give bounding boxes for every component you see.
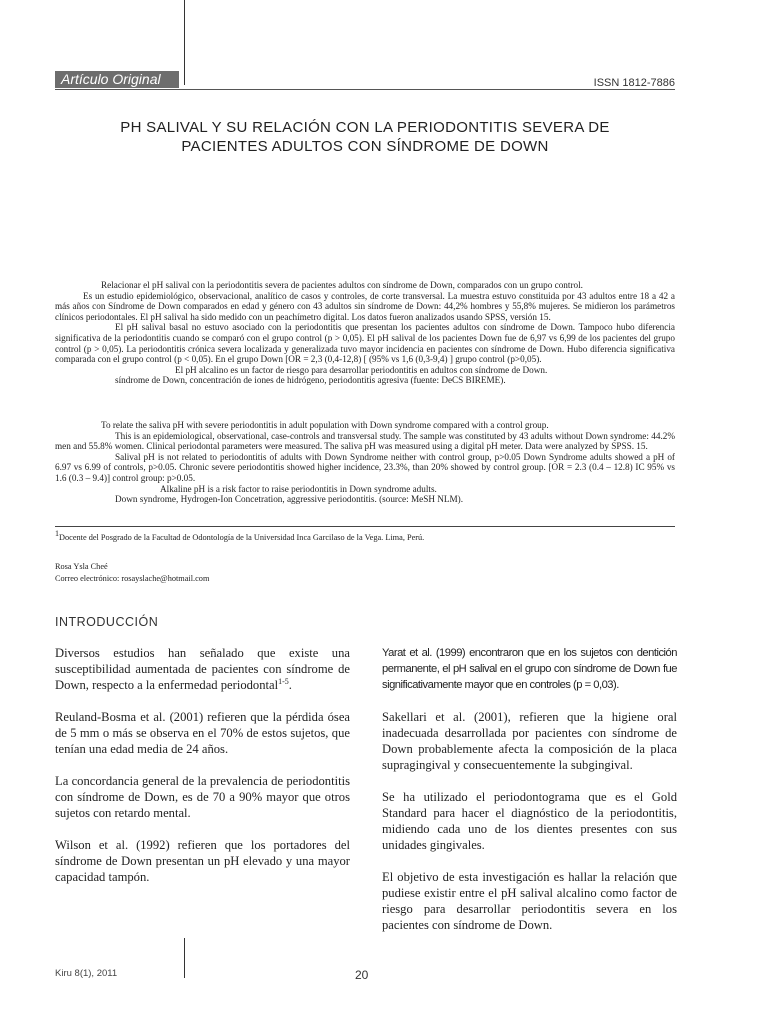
contact-email: Correo electrónico: rosayslache@hotmail.com: [55, 574, 210, 583]
section-heading: INTRODUCCIÓN: [55, 615, 159, 629]
left-column: [55, 645, 350, 901]
paragraph: La concordancia general de la prevalencia de periodontitis con síndrome de Down, es de 70 a 90% mayor que otros sujetos con retardo mental.: [55, 774, 350, 820]
paragraph: El objetivo de esta investigación es hallar la relación que pudiese existir entre el pH salival alcalino como factor de riesgo para desarrollar periodontitis severa en los pacientes con síndrome de Down.: [382, 870, 677, 932]
contact-name: Rosa Ysla Cheé: [55, 562, 108, 571]
paragraph-end: .: [288, 678, 292, 692]
title-line-2: PACIENTES ADULTOS CON SÍNDROME DE DOWN: [181, 138, 549, 155]
header-rule: [55, 89, 675, 90]
paragraph: Sakellari et al. (2001), refieren que la higiene oral inadecuada desarrollada por pacientes con síndrome de Down probablemente afecta la composición de la placa supragingival y consecuentemente la subgingival.: [382, 710, 677, 772]
abstract-en-keywords: Down syndrome, Hydrogen-Ion Concetration, aggressive periodontitis. (source: MeSH NLM).: [115, 494, 464, 505]
abstract-es-keywords: síndrome de Down, concentración de iones de hidrógeno, periodontitis agresiva (fuente: DeCS BIREME).: [115, 375, 506, 386]
paragraph: Wilson et al. (1992) refieren que los portadores del síndrome de Down presentan un pH elevado y una mayor capacidad tampón.: [55, 838, 350, 884]
abstract-en-results: Salival pH is not related to periodontitis of adults with Down Syndrome neither with control group, p>0.05 Down Syndrome adults showed a pH of 6.97 vs 6.99 of controls, p>0.05. Chronic severe periodontitis showed higher incidence, 23.3%, than 20% showed by control group. [OR = 2.3 (0.4 – 12.8) IC 95% vs 1.6 (0.3 – 9.4)] control group: p>0.05.: [55, 451, 675, 483]
right-column: [382, 645, 677, 949]
abstract-es-objective: Relacionar el pH salival con la periodontitis severa de pacientes adultos con síndrome de Down, comparados con un grupo control.: [101, 280, 583, 290]
page-number: 20: [355, 968, 369, 982]
citation-ref: 1-5: [278, 676, 289, 686]
affiliation: [55, 529, 675, 542]
abstract-en-conclusion-text: Alkaline pH is a risk factor to raise periodontitis in Down syndrome adults.: [160, 483, 437, 494]
abstract-es-conclusion-text: El pH alcalino es un factor de riesgo para desarrollar periodontitis en adultos con síndrome de Down.: [175, 364, 548, 375]
abstract-english: [55, 420, 675, 505]
abstract-en-conclusion: [55, 484, 675, 495]
section-tag: Artículo Original: [55, 71, 179, 88]
paragraph: [55, 645, 350, 693]
bottom-divider-line: [184, 938, 185, 978]
journal-citation: Kiru 8(1), 2011: [55, 968, 118, 979]
abstract-en-objective: To relate the saliva pH with severe periodontitis in adult population with Down syndrome compared with a control group.: [101, 420, 549, 430]
top-divider-line: [184, 0, 185, 85]
footnote-rule: [55, 526, 675, 527]
contact-info: [55, 561, 209, 585]
issn: ISSN 1812-7886: [593, 77, 675, 89]
paragraph: Yarat et al. (1999) encontraron que en los sujetos con dentición permanente, el pH salival en el grupo con síndrome de Down fue significativamente mayor que en controles (p = 0,03).: [382, 647, 677, 691]
abstract-es-results: El pH salival basal no estuvo asociado con la periodontitis que presentan los pacientes adultos con síndrome de Down. Tampoco hubo diferencia significativa de la periodontitis cuando se comparó con el grupo control (p > 0,05). El pH salival de los pacientes Down fue de 6,97 vs 6,99 de los pacientes del grupo control (p > 0,05). La periodontitis crónica severa localizada y generalizada tuvo mayor incidencia en pacientes con síndrome de Down. Hubo diferencia significativa comparada con el grupo control (p < 0,05). En el grupo Down [OR = 2,3 (0,4-12,8) [ (95% vs 1,6 (0,3-9,4) ] grupo control (p>0,05).: [55, 322, 675, 365]
abstract-es-conclusion: [55, 365, 675, 376]
abstract-es-method: Es un estudio epidemiológico, observacional, analítico de casos y controles, de corte transversal. La muestra estuvo constituida por 43 adultos entre 18 a 42 a más años con Síndrome de Down comparados en edad y género con 43 adultos sin síndrome de Down: 44,2% hombres y 55,8% mujeres. Se midieron los parámetros clínicos periodontales. El pH salival ha sido medido con un peachímetro digital. Los datos fueron analizados usando SPSS, versión 15.: [55, 290, 675, 322]
title-line-1: PH SALIVAL Y SU RELACIÓN CON LA PERIODONTITIS SEVERA DE: [120, 119, 610, 136]
abstract-en-method: This is an epidemiological, observational, case-controls and transversal study. The sample was constituted by 43 adults without Down syndrome: 44.2% men and 55.8% women. Clinical periodontal parameters were measured. The saliva pH was measured using a digital pH meter. Data were analyzed by SPSS. 15.: [55, 430, 675, 452]
affiliation-marker: 1: [55, 529, 59, 539]
paragraph: Se ha utilizado el periodontograma que es el Gold Standard para hacer el diagnóstico de la periodontitis, midiendo cada uno de los dientes presentes con sus unidades gingivales.: [382, 790, 677, 852]
paragraph-text: Diversos estudios han señalado que existe una susceptibilidad aumentada de pacientes con síndrome de Down, respecto a la enfermedad periodontal: [55, 646, 350, 692]
affiliation-text: Docente del Posgrado de la Facultad de Odontología de la Universidad Inca Garcilaso de la Vega. Lima, Perú.: [59, 533, 425, 542]
abstract-spanish: [55, 280, 675, 386]
article-title: [90, 118, 640, 156]
paragraph: Reuland-Bosma et al. (2001) refieren que la pérdida ósea de 5 mm o más se observa en el 70% de estos sujetos, que tenían una edad media de 24 años.: [55, 710, 350, 756]
